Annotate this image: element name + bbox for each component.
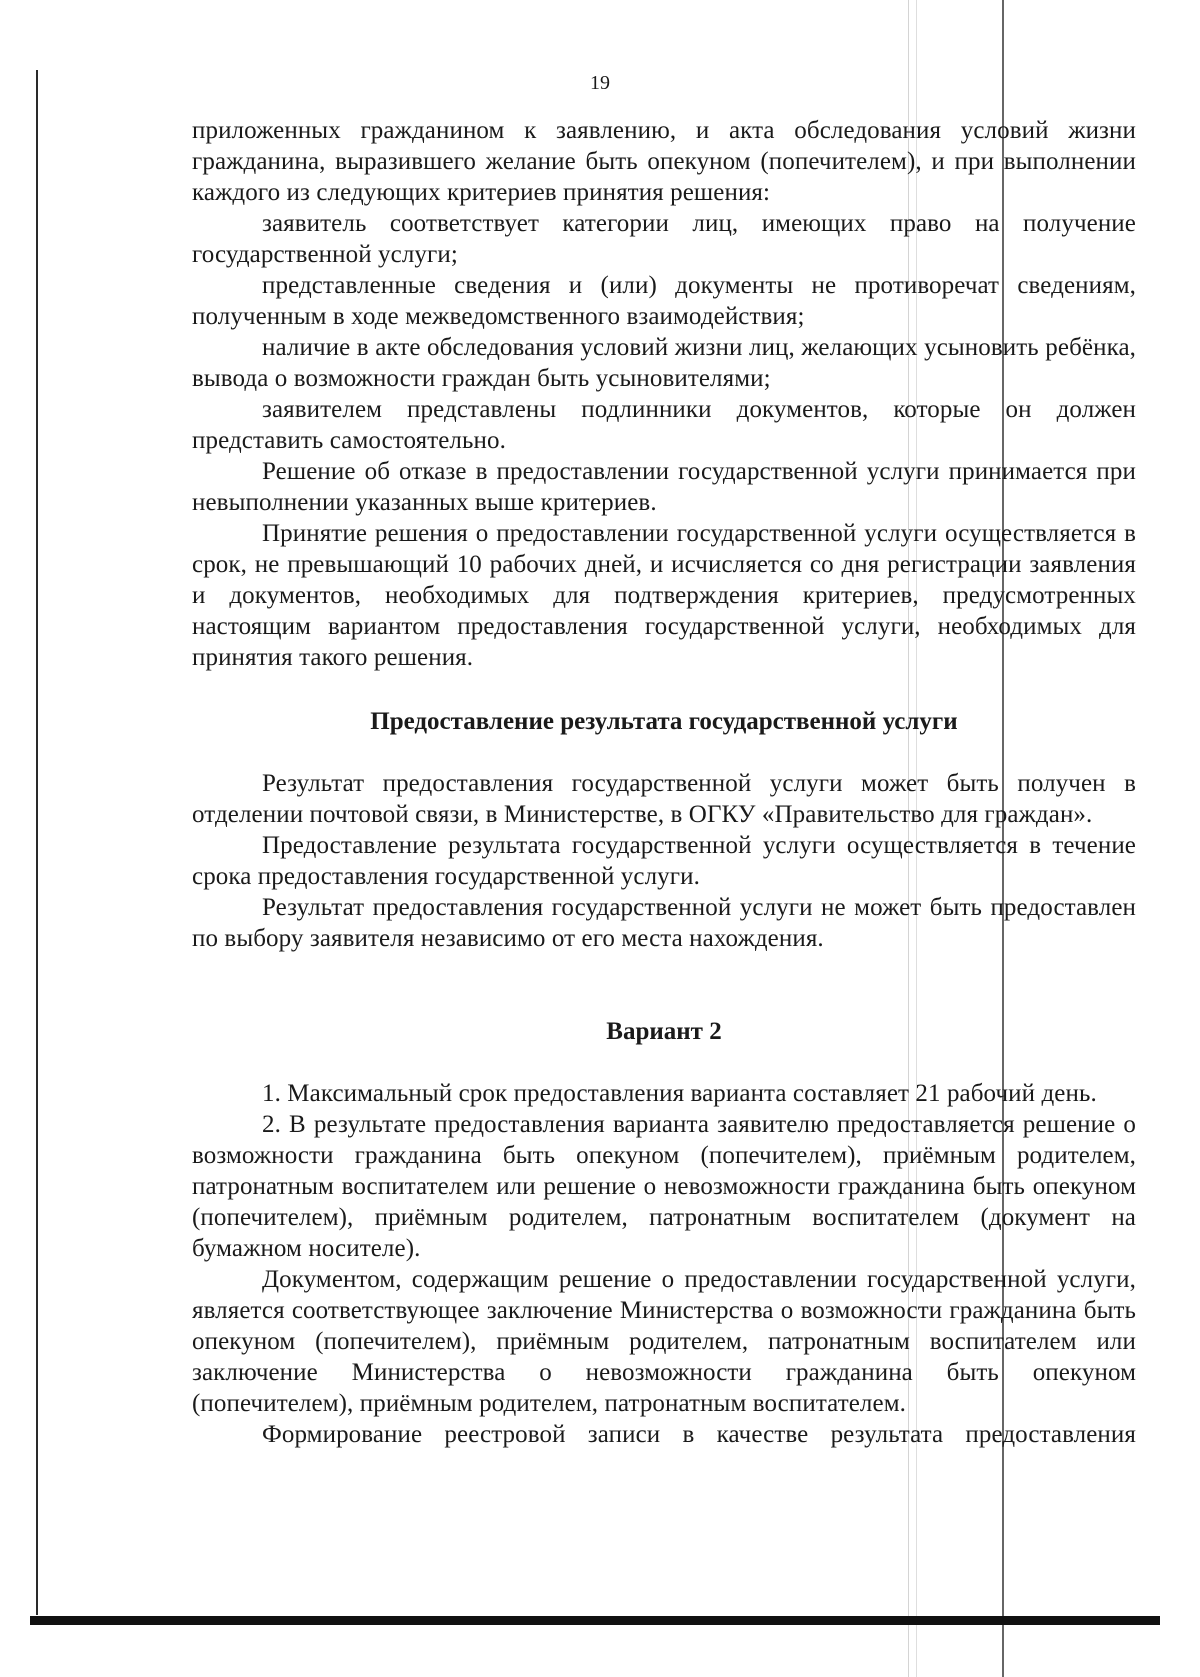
paragraph: Предоставление результата государственной услуги осуществляется в течение срока предоставления государственной услуги.	[192, 832, 1136, 890]
page-number: 19	[590, 72, 610, 94]
paragraph: Документом, содержащим решение о предоставлении государственной услуги, является соответствующее заключение Министерства о возможности гражданина быть опекуном (попечителем), приёмным родителем, патронатным воспитателем или заключение Министерства о невозможности гражданина быть опекуном (попечителем), приёмным родителем, патронатным воспитателем.	[192, 1266, 1136, 1417]
paragraph: наличие в акте обследования условий жизни лиц, желающих усыновить ребёнка, вывода о возможности граждан быть усыновителями;	[192, 334, 1136, 392]
scan-edge-left	[36, 70, 38, 1615]
paragraph: Решение об отказе в предоставлении государственной услуги принимается при невыполнении указанных выше критериев.	[192, 458, 1136, 516]
paragraph: Результат предоставления государственной услуги не может быть предоставлен по выбору заявителя независимо от его места нахождения.	[192, 894, 1136, 952]
section-variant-2	[192, 1078, 1136, 1450]
paragraph: Принятие решения о предоставлении государственной услуги осуществляется в срок, не превышающий 10 рабочих дней, и исчисляется со дня регистрации заявления и документов, необходимых для подтверждения критериев, предусмотренных настоящим вариантом предоставления государственной услуги, необходимых для принятия такого решения.	[192, 520, 1136, 671]
paragraph: 2. В результате предоставления варианта заявителю предоставляется решение о возможности гражданина быть опекуном (попечителем), приёмным родителем, патронатным воспитателем или решение о невозможности гражданина быть опекуном (попечителем), приёмным родителем, патронатным воспитателем (документ на бумажном носителе).	[192, 1111, 1136, 1262]
paragraph: приложенных гражданином к заявлению, и акта обследования условий жизни гражданина, выразившего желание быть опекуном (попечителем), и при выполнении каждого из следующих критериев принятия решения:	[192, 117, 1136, 206]
section-heading: Предоставление результата государственной услуги	[370, 708, 958, 735]
paragraph: заявителем представлены подлинники документов, которые он должен представить самостоятельно.	[192, 396, 1136, 454]
section-heading: Вариант 2	[606, 1018, 722, 1045]
section-criteria	[192, 115, 1136, 673]
section-result	[192, 768, 1136, 954]
paragraph: 1. Максимальный срок предоставления варианта составляет 21 рабочий день.	[262, 1080, 1097, 1107]
paragraph: Формирование реестровой записи в качестве результата предоставления	[262, 1421, 1136, 1448]
paragraph: заявитель соответствует категории лиц, имеющих право на получение государственной услуги;	[192, 210, 1136, 268]
paragraph: Результат предоставления государственной услуги может быть получен в отделении почтовой связи, в Министерстве, в ОГКУ «Правительство для граждан».	[192, 770, 1136, 828]
paragraph: представленные сведения и (или) документы не противоречат сведениям, полученным в ходе межведомственного взаимодействия;	[192, 272, 1136, 330]
scan-edge-bottom	[30, 1616, 1160, 1625]
